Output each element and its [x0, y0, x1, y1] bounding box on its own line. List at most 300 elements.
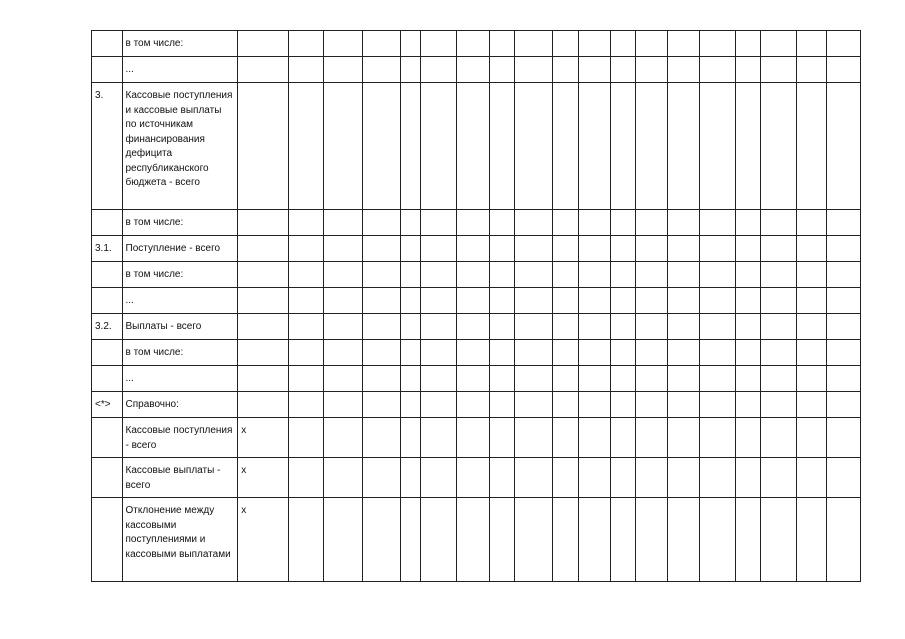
empty-cell — [514, 288, 552, 314]
empty-cell — [552, 366, 578, 392]
row-mark-cell: x — [238, 458, 288, 498]
empty-cell — [735, 288, 760, 314]
row-mark-cell — [238, 210, 288, 236]
empty-cell — [489, 210, 514, 236]
empty-cell — [401, 392, 421, 418]
empty-cell — [578, 418, 610, 458]
empty-cell — [514, 57, 552, 83]
row-label-cell: Отклонение между кассовыми поступлениями и кассовыми выплатами — [122, 498, 238, 582]
empty-cell — [635, 392, 668, 418]
empty-cell — [610, 498, 635, 582]
empty-cell — [401, 262, 421, 288]
empty-cell — [827, 210, 861, 236]
empty-cell — [401, 418, 421, 458]
empty-cell — [324, 31, 363, 57]
empty-cell — [401, 314, 421, 340]
empty-cell — [288, 262, 324, 288]
empty-cell — [514, 31, 552, 57]
row-label-cell: ... — [122, 57, 238, 83]
empty-cell — [514, 262, 552, 288]
empty-cell — [610, 83, 635, 210]
empty-cell — [699, 236, 735, 262]
empty-cell — [668, 418, 700, 458]
empty-cell — [760, 392, 796, 418]
row-mark-cell — [238, 314, 288, 340]
empty-cell — [635, 288, 668, 314]
empty-cell — [421, 340, 457, 366]
empty-cell — [514, 366, 552, 392]
empty-cell — [514, 458, 552, 498]
table-row — [92, 498, 861, 582]
empty-cell — [578, 340, 610, 366]
empty-cell — [635, 57, 668, 83]
empty-cell — [668, 392, 700, 418]
row-label-cell: ... — [122, 366, 238, 392]
empty-cell — [578, 210, 610, 236]
empty-cell — [324, 340, 363, 366]
empty-cell — [668, 262, 700, 288]
empty-cell — [610, 210, 635, 236]
empty-cell — [288, 340, 324, 366]
empty-cell — [552, 83, 578, 210]
empty-cell — [363, 31, 401, 57]
empty-cell — [456, 57, 489, 83]
empty-cell — [827, 57, 861, 83]
empty-cell — [735, 418, 760, 458]
empty-cell — [827, 458, 861, 498]
empty-cell — [514, 498, 552, 582]
empty-cell — [324, 314, 363, 340]
table-row — [92, 458, 861, 498]
empty-cell — [421, 314, 457, 340]
row-label-cell: в том числе: — [122, 210, 238, 236]
empty-cell — [735, 83, 760, 210]
row-label-cell: Выплаты - всего — [122, 314, 238, 340]
empty-cell — [363, 262, 401, 288]
table-row — [92, 366, 861, 392]
empty-cell — [827, 262, 861, 288]
empty-cell — [552, 498, 578, 582]
empty-cell — [827, 236, 861, 262]
row-number-cell — [92, 340, 123, 366]
row-label-cell: Поступление - всего — [122, 236, 238, 262]
empty-cell — [288, 83, 324, 210]
empty-cell — [796, 288, 827, 314]
empty-cell — [456, 498, 489, 582]
table-row — [92, 314, 861, 340]
empty-cell — [552, 236, 578, 262]
row-number-cell — [92, 366, 123, 392]
empty-cell — [456, 31, 489, 57]
empty-cell — [421, 498, 457, 582]
empty-cell — [401, 498, 421, 582]
empty-cell — [456, 418, 489, 458]
empty-cell — [421, 366, 457, 392]
empty-cell — [552, 288, 578, 314]
empty-cell — [610, 392, 635, 418]
empty-cell — [552, 31, 578, 57]
empty-cell — [288, 498, 324, 582]
empty-cell — [489, 458, 514, 498]
empty-cell — [489, 288, 514, 314]
empty-cell — [668, 83, 700, 210]
empty-cell — [699, 418, 735, 458]
empty-cell — [421, 57, 457, 83]
empty-cell — [699, 366, 735, 392]
empty-cell — [324, 458, 363, 498]
empty-cell — [735, 366, 760, 392]
empty-cell — [363, 288, 401, 314]
row-mark-cell — [238, 57, 288, 83]
empty-cell — [489, 31, 514, 57]
empty-cell — [288, 288, 324, 314]
empty-cell — [699, 210, 735, 236]
empty-cell — [578, 57, 610, 83]
empty-cell — [827, 418, 861, 458]
empty-cell — [456, 288, 489, 314]
row-number-cell — [92, 31, 123, 57]
empty-cell — [489, 418, 514, 458]
empty-cell — [421, 392, 457, 418]
empty-cell — [610, 340, 635, 366]
row-label-cell: Справочно: — [122, 392, 238, 418]
empty-cell — [760, 83, 796, 210]
empty-cell — [401, 236, 421, 262]
empty-cell — [324, 288, 363, 314]
empty-cell — [489, 236, 514, 262]
empty-cell — [421, 458, 457, 498]
empty-cell — [288, 366, 324, 392]
row-number-cell — [92, 498, 123, 582]
empty-cell — [578, 498, 610, 582]
empty-cell — [401, 340, 421, 366]
empty-cell — [610, 288, 635, 314]
empty-cell — [827, 314, 861, 340]
empty-cell — [796, 236, 827, 262]
empty-cell — [635, 418, 668, 458]
row-number-cell: 3.2. — [92, 314, 123, 340]
empty-cell — [363, 392, 401, 418]
empty-cell — [760, 57, 796, 83]
row-number-cell — [92, 57, 123, 83]
empty-cell — [760, 31, 796, 57]
empty-cell — [288, 31, 324, 57]
empty-cell — [735, 236, 760, 262]
empty-cell — [635, 236, 668, 262]
empty-cell — [489, 392, 514, 418]
row-label-cell: в том числе: — [122, 262, 238, 288]
table-row — [92, 83, 861, 210]
empty-cell — [421, 262, 457, 288]
empty-cell — [760, 366, 796, 392]
empty-cell — [421, 236, 457, 262]
empty-cell — [760, 498, 796, 582]
empty-cell — [401, 288, 421, 314]
table-row — [92, 418, 861, 458]
empty-cell — [610, 262, 635, 288]
empty-cell — [324, 210, 363, 236]
row-mark-cell: x — [238, 498, 288, 582]
empty-cell — [827, 392, 861, 418]
empty-cell — [514, 340, 552, 366]
empty-cell — [827, 340, 861, 366]
empty-cell — [760, 458, 796, 498]
empty-cell — [489, 498, 514, 582]
empty-cell — [796, 458, 827, 498]
empty-cell — [421, 210, 457, 236]
empty-cell — [760, 262, 796, 288]
empty-cell — [578, 31, 610, 57]
empty-cell — [324, 262, 363, 288]
cash-flow-table — [91, 30, 861, 582]
empty-cell — [760, 288, 796, 314]
row-mark-cell: x — [238, 418, 288, 458]
empty-cell — [363, 236, 401, 262]
row-number-cell — [92, 458, 123, 498]
empty-cell — [699, 498, 735, 582]
empty-cell — [796, 57, 827, 83]
empty-cell — [760, 340, 796, 366]
empty-cell — [456, 340, 489, 366]
table-row — [92, 340, 861, 366]
empty-cell — [610, 314, 635, 340]
empty-cell — [668, 236, 700, 262]
empty-cell — [578, 288, 610, 314]
empty-cell — [699, 57, 735, 83]
row-mark-cell — [238, 83, 288, 210]
empty-cell — [456, 458, 489, 498]
empty-cell — [489, 340, 514, 366]
row-label-cell: Кассовые поступления и кассовые выплаты по источникам финансирования дефицита республиканского бюджета - всего — [122, 83, 238, 210]
empty-cell — [668, 57, 700, 83]
empty-cell — [635, 210, 668, 236]
empty-cell — [796, 340, 827, 366]
empty-cell — [456, 236, 489, 262]
empty-cell — [827, 288, 861, 314]
empty-cell — [668, 31, 700, 57]
empty-cell — [456, 392, 489, 418]
empty-cell — [668, 366, 700, 392]
table-row — [92, 392, 861, 418]
row-label-cell: ... — [122, 288, 238, 314]
row-number-cell — [92, 288, 123, 314]
row-mark-cell — [238, 236, 288, 262]
empty-cell — [401, 83, 421, 210]
empty-cell — [610, 57, 635, 83]
empty-cell — [796, 314, 827, 340]
empty-cell — [578, 262, 610, 288]
empty-cell — [489, 57, 514, 83]
empty-cell — [578, 366, 610, 392]
empty-cell — [421, 83, 457, 210]
row-mark-cell — [238, 262, 288, 288]
table-row — [92, 57, 861, 83]
empty-cell — [363, 210, 401, 236]
empty-cell — [735, 314, 760, 340]
empty-cell — [552, 340, 578, 366]
empty-cell — [827, 31, 861, 57]
row-label-cell: в том числе: — [122, 31, 238, 57]
empty-cell — [401, 31, 421, 57]
empty-cell — [552, 262, 578, 288]
empty-cell — [760, 418, 796, 458]
empty-cell — [421, 31, 457, 57]
empty-cell — [796, 418, 827, 458]
empty-cell — [760, 236, 796, 262]
empty-cell — [401, 210, 421, 236]
empty-cell — [668, 314, 700, 340]
empty-cell — [610, 366, 635, 392]
row-mark-cell — [238, 288, 288, 314]
empty-cell — [735, 57, 760, 83]
empty-cell — [578, 314, 610, 340]
empty-cell — [288, 57, 324, 83]
empty-cell — [363, 418, 401, 458]
empty-cell — [635, 31, 668, 57]
empty-cell — [363, 57, 401, 83]
empty-cell — [363, 314, 401, 340]
row-number-cell — [92, 262, 123, 288]
empty-cell — [796, 31, 827, 57]
empty-cell — [796, 83, 827, 210]
empty-cell — [668, 340, 700, 366]
empty-cell — [514, 236, 552, 262]
empty-cell — [363, 458, 401, 498]
empty-cell — [668, 210, 700, 236]
empty-cell — [514, 83, 552, 210]
empty-cell — [735, 498, 760, 582]
empty-cell — [514, 392, 552, 418]
empty-cell — [421, 418, 457, 458]
empty-cell — [699, 458, 735, 498]
empty-cell — [514, 210, 552, 236]
empty-cell — [552, 392, 578, 418]
empty-cell — [489, 83, 514, 210]
empty-cell — [288, 210, 324, 236]
empty-cell — [735, 458, 760, 498]
empty-cell — [489, 262, 514, 288]
empty-cell — [635, 314, 668, 340]
empty-cell — [668, 458, 700, 498]
empty-cell — [456, 314, 489, 340]
empty-cell — [324, 418, 363, 458]
empty-cell — [324, 498, 363, 582]
empty-cell — [324, 366, 363, 392]
empty-cell — [324, 83, 363, 210]
empty-cell — [610, 458, 635, 498]
empty-cell — [288, 392, 324, 418]
empty-cell — [324, 57, 363, 83]
empty-cell — [489, 366, 514, 392]
row-number-cell — [92, 210, 123, 236]
empty-cell — [735, 262, 760, 288]
empty-cell — [401, 458, 421, 498]
table-row — [92, 288, 861, 314]
empty-cell — [635, 498, 668, 582]
empty-cell — [421, 288, 457, 314]
empty-cell — [699, 392, 735, 418]
row-number-cell: 3.1. — [92, 236, 123, 262]
empty-cell — [610, 236, 635, 262]
empty-cell — [578, 392, 610, 418]
empty-cell — [552, 314, 578, 340]
empty-cell — [735, 31, 760, 57]
empty-cell — [635, 366, 668, 392]
empty-cell — [827, 366, 861, 392]
empty-cell — [401, 57, 421, 83]
empty-cell — [288, 458, 324, 498]
empty-cell — [827, 83, 861, 210]
empty-cell — [456, 210, 489, 236]
empty-cell — [760, 210, 796, 236]
empty-cell — [735, 392, 760, 418]
empty-cell — [610, 418, 635, 458]
table-row — [92, 262, 861, 288]
empty-cell — [363, 498, 401, 582]
row-mark-cell — [238, 392, 288, 418]
empty-cell — [401, 366, 421, 392]
empty-cell — [552, 210, 578, 236]
empty-cell — [456, 83, 489, 210]
empty-cell — [796, 262, 827, 288]
empty-cell — [552, 418, 578, 458]
empty-cell — [288, 314, 324, 340]
empty-cell — [668, 288, 700, 314]
empty-cell — [796, 366, 827, 392]
empty-cell — [324, 236, 363, 262]
empty-cell — [578, 83, 610, 210]
empty-cell — [699, 340, 735, 366]
table-row — [92, 210, 861, 236]
empty-cell — [552, 458, 578, 498]
row-label-cell: Кассовые выплаты - всего — [122, 458, 238, 498]
row-number-cell: 3. — [92, 83, 123, 210]
empty-cell — [288, 418, 324, 458]
empty-cell — [456, 366, 489, 392]
empty-cell — [610, 31, 635, 57]
row-number-cell — [92, 418, 123, 458]
empty-cell — [796, 392, 827, 418]
empty-cell — [735, 340, 760, 366]
row-mark-cell — [238, 366, 288, 392]
empty-cell — [288, 236, 324, 262]
empty-cell — [489, 314, 514, 340]
empty-cell — [699, 83, 735, 210]
empty-cell — [735, 210, 760, 236]
row-mark-cell — [238, 340, 288, 366]
empty-cell — [514, 418, 552, 458]
empty-cell — [699, 314, 735, 340]
empty-cell — [796, 210, 827, 236]
row-mark-cell — [238, 31, 288, 57]
empty-cell — [796, 498, 827, 582]
empty-cell — [635, 262, 668, 288]
empty-cell — [827, 498, 861, 582]
empty-cell — [635, 340, 668, 366]
empty-cell — [514, 314, 552, 340]
empty-cell — [456, 262, 489, 288]
empty-cell — [552, 57, 578, 83]
empty-cell — [699, 262, 735, 288]
empty-cell — [699, 31, 735, 57]
row-number-cell: <*> — [92, 392, 123, 418]
row-label-cell: в том числе: — [122, 340, 238, 366]
empty-cell — [363, 340, 401, 366]
empty-cell — [578, 458, 610, 498]
empty-cell — [363, 366, 401, 392]
row-label-cell: Кассовые поступления - всего — [122, 418, 238, 458]
empty-cell — [760, 314, 796, 340]
